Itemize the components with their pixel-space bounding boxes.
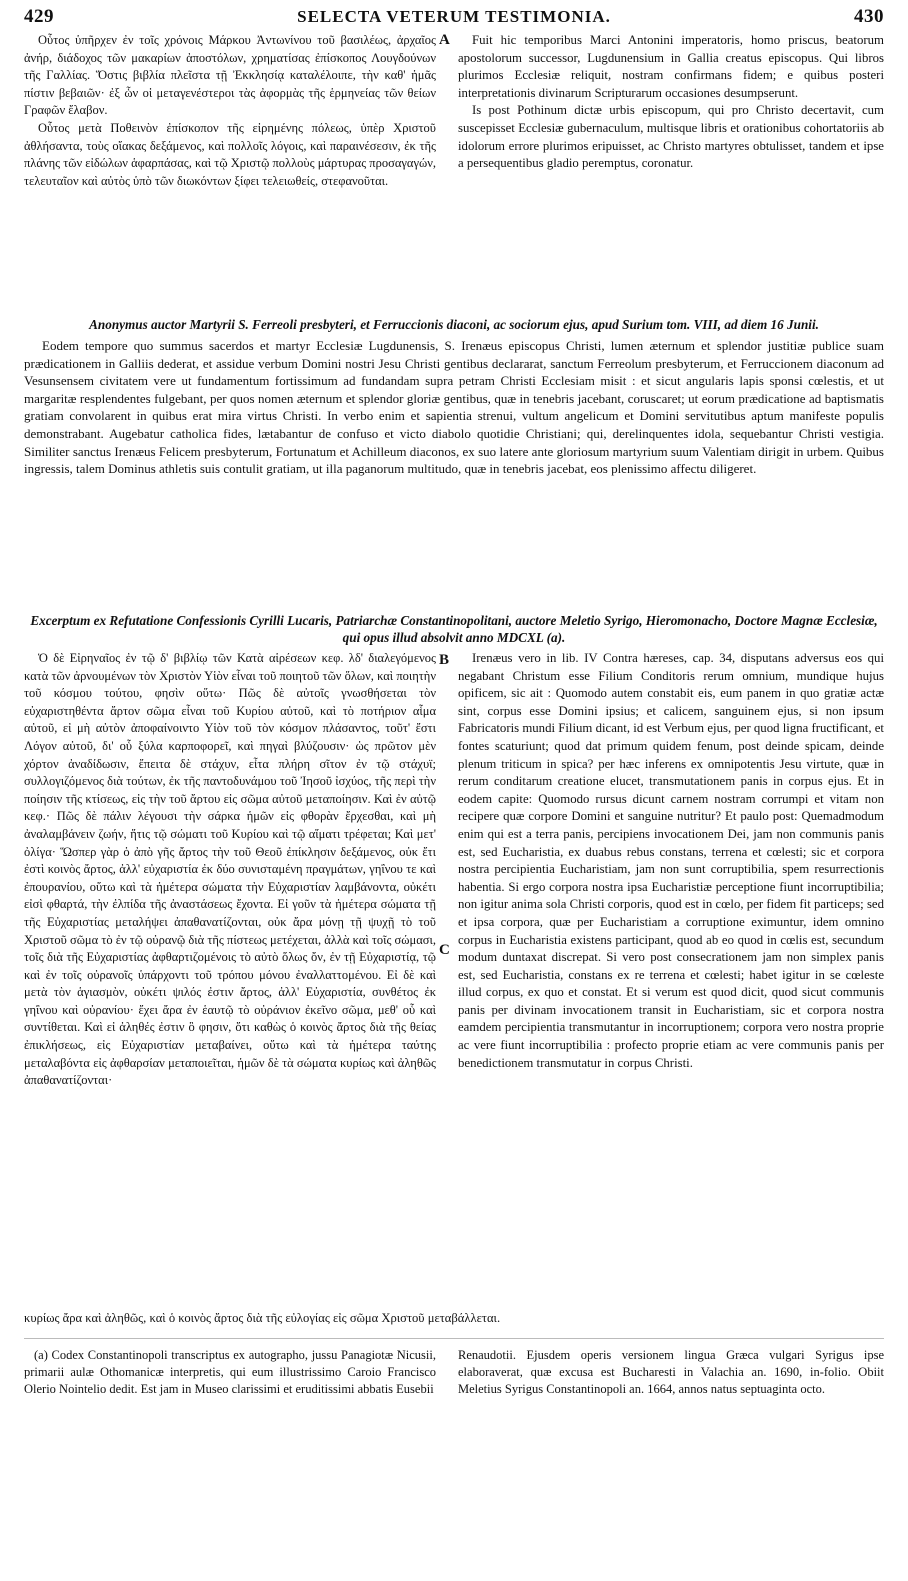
section-ferreolus bbox=[24, 316, 884, 608]
page-number-right: 430 bbox=[854, 6, 884, 27]
margin-marker-c: C bbox=[439, 942, 450, 958]
footnote-divider bbox=[24, 1338, 884, 1339]
running-title: SELECTA VETERUM TESTIMONIA. bbox=[297, 7, 611, 26]
column-gutter bbox=[436, 650, 458, 1310]
latin-column bbox=[458, 650, 884, 1310]
section-heading: Anonymus auctor Martyrii S. Ferreoli presbyteri, et Ferruccionis diaconi, ac sociorum ejus, apud Surium tom. VIII, ad diem 16 Junii. bbox=[89, 317, 819, 332]
footnote-gutter bbox=[436, 1347, 458, 1398]
margin-marker-a: A bbox=[439, 32, 450, 48]
latin-paragraph: Irenæus vero in lib. IV Contra hæreses, cap. 34, disputans adversus eos qui negabant Christum esse Filium Conditoris rerum omnium, mundique hujus opificem, sic ait : Quomodo autem constabit eis, eum panem in quo gratiæ actæ sint, corpus esse Domini ipsius; et calicem, sanguinem ejus, si non ipsum Fabricatoris mundi Filium dicant, id est Verbum ejus, per quod ligna fructificant, et fontes scaturiunt; quod dat primum quidem fenum, post deinde spicam, deinde plenum triticum in spica? per hæc inferens ex omnipotentis Jesu virtute, quæ in rerum conditarum creatione elucet, transmutationem panis in corpus ejus. Et in eodem capite: Quomodo rursus dicunt carnem nostram corrumpi et vitam non recipere quæ corpore Domini et sanguine nutritur? Et paulo post: Quemadmodum enim qui est a terra panis, percipiens invocationem Dei, jam non communis panis est, sed Eucharistia, ex duabus rebus constans, terrena et cœlesti; sic et corpora nostra percipientia Eucharistiam, jam non sunt corruptibilia, spem resurrectionis habentia. Si ergo corpora nostra ipsa Eucharistiæ perceptione fiunt incorruptibilia; non igitur anima sola Christi corporis, quod est in cœlo, per fidem fit particeps; sed et ipsa corpora, quæ per Eucharistiam a corruptione eximuntur, idem omnino corpus in Eucharistia existens participant, quod ab eo quod in cœlis est, secundum modum duntaxat discrepat. Si vero post consecrationem jam non simplex panis est, sed Eucharistia, constans ex re terrena et cœlesti; habet igitur in se cœleste illud corpus, ex quo et constat. Et si verum est quod dicit, quod sicut communis panis per divinam invocationem transit in Eucharistiam, sic et corpora nostra eamdem percipientia transmutantur in incorruptionem; corpora vero nostra proprie ac vere fiunt incorruptibilia : profecto proprie etiam ac vere communis panis per benedictionem transmutatur in corpus Christi. bbox=[458, 651, 884, 1070]
page-header bbox=[24, 6, 884, 32]
footnote-left: (a) Codex Constantinopoli transcriptus ex autographo, jussu Panagiotæ Nicusii, primarii aulæ Othomanicæ interpretis, qui eum illustrissimo Caroio Francisco Olerio Nointelio dedit. Est jam in Museo clarissimi et eruditissimi abbatis Eusebii bbox=[24, 1347, 436, 1396]
section-heading: Excerptum ex Refutatione Confessionis Cyrilli Lucaris, Patriarchæ Constantinopolitani, auctore Meletio Syrigo, Hieromonacho, Doctore Magnæ Ecclesiæ, qui opus illud absolvit anno MDCXL (a). bbox=[30, 613, 878, 645]
footnote bbox=[24, 1347, 884, 1398]
latin-column bbox=[458, 32, 884, 312]
greek-paragraph-2: Οὗτος μετὰ Ποθεινὸν ἐπίσκοπον τῆς εἰρημένης πόλεως, ὑπὲρ Χριστοῦ ἀθλήσαντα, τοὺς οἴακας δεξάμενος, καὶ πολλοῖς λόγοις, καὶ παραινέσεσιν, ἐκ τῆς πλάνης τῶν εἰδώλων ἁφαρπάσας, καὶ τῷ Χριστῷ πολλοὺς μάρτυρας προσαγαγών, τελευταῖον καὶ αὐτὸς ὑπὸ τῶν διωκόντων ξίφει τελειωθείς, στεφανοῦται. bbox=[24, 120, 436, 188]
margin-marker-b: B bbox=[439, 652, 450, 668]
body-paragraph: Eodem tempore quo summus sacerdos et martyr Ecclesiæ Lugdunensis, S. Irenæus episcopus Christi, lumen æternum et splendor justitiæ publice suam prædicationem in Galliis dederat, et assidue verbum Domini nostri Jesu Christi gentibus declararat, sanctum Ferreolum presbyterum, et Ferruccionem diaconum ad Vesunsensem civitatem vere ut fundamentum fortissimum ad fundandam supra petram Christi Ecclesiam misit : et sicut angularis lapis sponsi cœlestis, et ut margaritæ resplendentes fulgebant, per quos nomen æternum et splendor gloriæ gentibus, quæ in tenebris jacebant, coruscaret; ut eorum prædicatione ad baptismatis gratiam convolarent in quibus erat mira virtus Christi. In verbo enim et sapientia strenui, vultum angelicum et Domini servitutibus aptum manifeste populis demonstrabant. Augebatur catholica fides, lætabantur de confuso et victo diabolo quotidie Christiani; qui, derelinquentes idola, sequebantur Christi vestigia. Similiter sanctus Irenæus Felicem presbyterum, Fortunatum et Achilleum diaconos, ex suo latere ante gloriosum martyrium suum Valentiam dirigit in urbem. Quibus ingressis, talem Dominus athletis suis contulit gratiam, ut illa paganorum multitudo, quæ in tenebris jacebat, eos plenissimo affectu diligeret. bbox=[24, 338, 884, 477]
greek-column bbox=[24, 32, 436, 312]
section-syrigus bbox=[24, 650, 884, 1310]
greek-paragraph: Ὁ δὲ Εἰρηναῖος ἐν τῷ δ' βιβλίῳ τῶν Κατὰ αἱρέσεων κεφ. λδ' διαλεγόμενος κατὰ τῶν ἀρνουμένων τὸν Χριστὸν Υἱὸν εἶναι τοῦ ποιητοῦ τῶν ὅλων, καὶ ποιητὴν τοῦ κόσμου τούτου, φησὶν οὕτω· Πῶς δὲ αὐτοῖς γνωσθήσεται τὸν εὐχαριστηθέντα ἄρτον σῶμα εἶναι τοῦ Κυρίου αὐτοῦ, καὶ τὸ ποτήριον αἷμα αὐτοῦ, εἰ μὴ αὐτὸν ἀποφαίνοιντο Υἱὸν τοῦ τὸν κόσμον πλάσαντος, τοῦτ' ἔστι Λόγον αὐτοῦ, δι' οὗ ξύλα καρποφορεῖ, καὶ πηγαὶ βλύζουσιν· ὡς πρῶτον μὲν χόρτον ἀναδίδωσιν, ἔπειτα δὲ στάχυν, εἶτα πλήρη σῖτον ἐν τῷ στάχυϊ; συλλογιζόμενος διὰ τούτων, ἐκ τῆς παντοδυνάμου τοῦ Ἰησοῦ ἰσχύος, τῆς περὶ τὴν ποίησιν τῆς κτίσεως, εἰς τὴν τοῦ ἄρτου εἰς σῶμα αὐτοῦ μεταποίησιν. Καὶ ἐν αὐτῷ κεφ.· Πῶς δὲ πάλιν λέγουσι τὴν σάρκα ἡμῶν εἰς φθορὰν ἔρχεσθαι, καὶ μὴ ἀναλαμβάνειν ζωήν, ἥτις τῷ σώματι τοῦ Κυρίου καὶ τῷ αἵματι τρέφεται; Καὶ μετ' ὀλίγα· Ὥσπερ γὰρ ὁ ἀπὸ γῆς ἄρτος τὴν τοῦ Θεοῦ ἐπίκλησιν δεξάμενος, οὐκ ἔτι ἐστὶ κοινὸς ἄρτος, ἀλλ' εὐχαριστία ἐκ δύο συνισταμένη πραγμάτων, γηΐνου τε καὶ ἐπουρανίου, οὕτω καὶ τὰ ἡμέτερα σώματα τὴν Εὐχαριστίαν λαμβάνοντα, οὐκέτι εἰσὶ φθαρτά, τὴν ἐλπίδα τῆς ἀναστάσεως ἔχοντα. Εἰ γοῦν τὰ ἡμέτερα σώματα τῇ τῆς Εὐχαριστίας μεταλήψει ἀπαθανατίζονται, οὐκ ἄρα μόνῃ τῇ ψυχῇ τὸ τοῦ Χριστοῦ σῶμα τὸ ἐν τῷ οὐρανῷ διὰ τῆς πίστεως μετέχεται, ἀλλὰ καὶ τοῖς σώμασι, τοῖς διὰ τῆς Εὐχαριστίας ἀφθαρτιζομένοις τὸ αὐτὸ ὅλως ὄν, ἐν τῇ Εὐχαριστίᾳ, τῷ καὶ ἐν τοῖς οὐρανοῖς ὑπάρχοντι τοῦ τρόπου μόνου ἐναλλαττομένου. Εἰ δὲ καὶ μετὰ τὸν ἁγιασμὸν, οὐκέτι ψιλός ἐστιν ἄρτος, ἀλλ' Εὐχαριστία, συνθέτος ἐκ γηΐνου καὶ οὐρανίου· ἔχει ἄρα ἐν ἑαυτῷ τὸ οὐράνιον ἐκεῖνο σῶμα, μεθ' οὗ καὶ συντίθεται. Καὶ εἰ ἀληθές ἐστιν ὃ φησιν, ὅτι καθὼς ὁ κοινὸς ἄρτος διὰ τῆς θείας ἐπικλήσεως, εἰς Εὐχαριστίαν μεταβαίνει, οὕτω καὶ τὰ ἡμέτερα ταύτης μεταλαβόντα εἰς ἀφθαρσίαν μεταποιεῖται, ἡμῶν δὲ τὰ σώματα κυρίως καὶ ἀληθῶς ἀπαθανατίζονται· bbox=[24, 651, 436, 1088]
greek-column bbox=[24, 650, 436, 1310]
latin-paragraph-1: Fuit hic temporibus Marci Antonini imperatoris, homo priscus, beatorum apostolorum successor, Lugdunensium in Gallia creatus episcopus. Qui libros plurimos Ecclesiæ reliquit, nostram confirmans fidem; e quibus posteri interpretationis divinarum Scripturarum occasiones desumpserunt. bbox=[458, 33, 884, 100]
column-gutter bbox=[436, 32, 458, 312]
section-irenaeus-menaea bbox=[24, 32, 884, 312]
greek-tail-line: κυρίως ἄρα καὶ ἀληθῶς, καὶ ὁ κοινὸς ἄρτος διὰ τῆς εὐλογίας εἰς σῶμα Χριστοῦ μεταβάλλεται. bbox=[24, 1311, 501, 1325]
greek-paragraph-1: Οὗτος ὑπῆρχεν ἐν τοῖς χρόνοις Μάρκου Ἀντωνίνου τοῦ βασιλέως, ἀρχαῖος ἀνήρ, διάδοχος τῶν μακαρίων ἀποστόλων, χρηματίσας ἐπίσκοπος Λουγδούνων τῆς Γαλλίας. Ὅστις βιβλία πλεῖστα τῇ Ἐκκλησίᾳ καταλέλοιπε, τὴν καθ' ἡμᾶς πίστιν βεβαιῶν· ἐξ ὧν οἱ μεταγενέστεροι τὰς ἀφορμὰς τῆς ἑρμηνείας τῶν θείων Γραφῶν ἔλαβον. bbox=[24, 33, 436, 118]
footnote-right: Renaudotii. Ejusdem operis versionem lingua Græca vulgari Syrigus ipse elaboraverat, quæ excusa est Bucharesti in Valachia an. 1690, in-folio. Obiit Meletius Syrigus Constantinopoli an. 1664, annos natus septuaginta octo. bbox=[458, 1347, 884, 1396]
page-number-left: 429 bbox=[24, 6, 54, 27]
latin-paragraph-2: Is post Pothinum dictæ urbis episcopum, qui pro Christo decertavit, cum suscepisset Ecclesiæ gubernaculum, multisque libris et orationibus cohortatoriis ab idolorum errore plurimos eripuisset, ac Christo martyres obtulisset, tandem et ipse a persequentibus gladio peremptus, coronatur. bbox=[458, 103, 884, 171]
